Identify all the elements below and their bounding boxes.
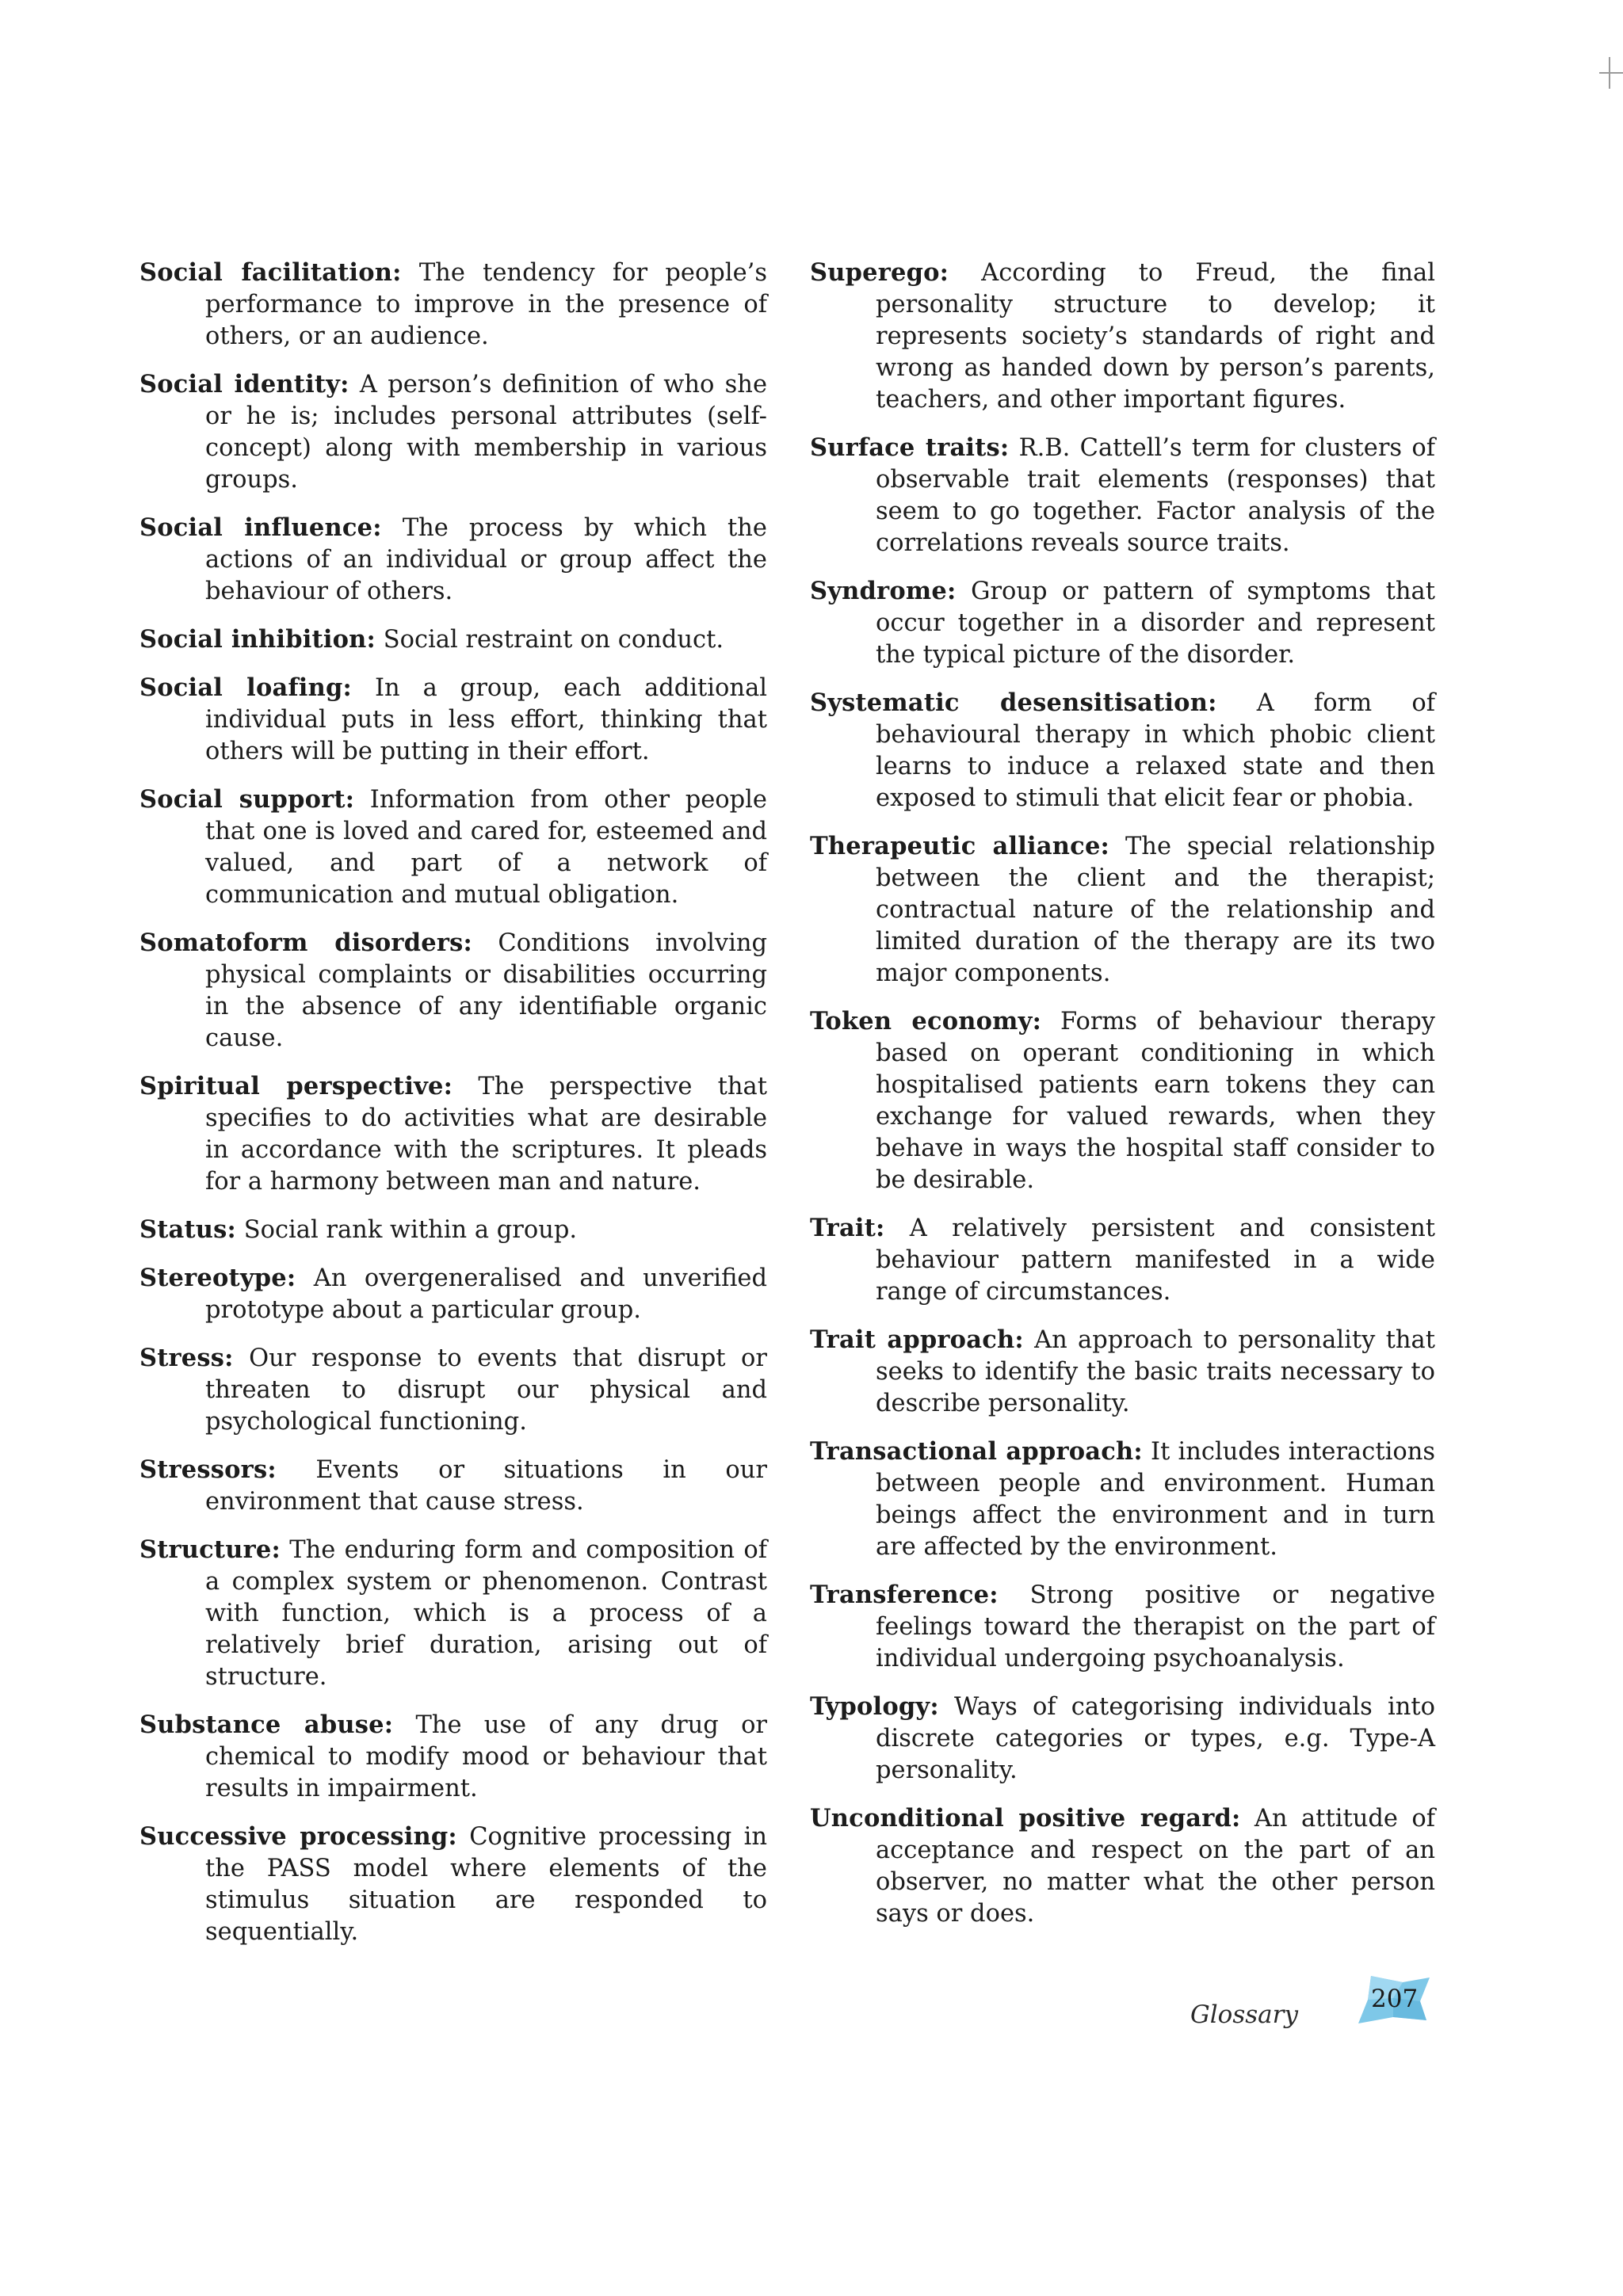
glossary-entry — [139, 624, 767, 656]
glossary-entry — [810, 1802, 1435, 1930]
glossary-term: Structure: — [139, 1535, 281, 1564]
glossary-term: Stereotype: — [139, 1264, 296, 1292]
glossary-definition: An overgeneralised and unverified prototype about a particular group. — [205, 1264, 767, 1324]
glossary-term: Transference: — [810, 1581, 999, 1609]
glossary-entry — [139, 1214, 767, 1246]
glossary-term: Stress: — [139, 1344, 234, 1372]
glossary-definition: A person’s definition of who she or he is; includes personal attributes (self-concept) along with membership in various groups. — [205, 371, 767, 494]
glossary-definition: An approach to personality that seeks to identify the basic traits necessary to describe personality. — [876, 1326, 1435, 1417]
glossary-entry — [810, 1579, 1435, 1675]
glossary-entry — [139, 672, 767, 768]
glossary-definition: Cognitive processing in the PASS model where elements of the stimulus situation are responded to sequentially. — [205, 1823, 767, 1946]
glossary-definition: R.B. Cattell’s term for clusters of observable trait elements (responses) that seem to go together. Factor analysis of the correlations reveals source traits. — [876, 434, 1435, 557]
glossary-definition: A relatively persistent and consistent behaviour pattern manifested in a wide range of circumstances. — [876, 1215, 1435, 1306]
glossary-entry — [810, 575, 1435, 671]
glossary-definition: The enduring form and composition of a complex system or phenomenon. Contrast with function, which is a process of a relatively brief duration, arising out of structure. — [205, 1536, 767, 1691]
glossary-entry — [139, 784, 767, 911]
glossary-definition: The perspective that specifies to do activities what are desirable in accordance with the scriptures. It pleads for a harmony between man and nature. — [205, 1073, 767, 1196]
glossary-definition: Forms of behaviour therapy based on operant conditioning in which hospitalised patients earn tokens they can exchange for valued rewards, when they behave in ways the hospital staff consider to be desirable. — [876, 1008, 1435, 1194]
glossary-definition: Social restraint on conduct. — [383, 626, 724, 654]
glossary-definition: Information from other people that one is loved and cared for, esteemed and valued, and part of a network of communication and mutual obligation. — [205, 786, 767, 909]
glossary-entry — [139, 1070, 767, 1198]
glossary-entry — [139, 1534, 767, 1693]
glossary-term: Social identity: — [139, 370, 349, 399]
glossary-entry — [810, 830, 1435, 990]
glossary-term: Stressors: — [139, 1455, 277, 1484]
glossary-term: Social inhibition: — [139, 625, 376, 654]
glossary-term: Substance abuse: — [139, 1711, 394, 1739]
glossary-definition: The special relationship between the client and the therapist; contractual nature of the relationship and limited duration of the therapy are its two major components. — [876, 833, 1436, 987]
glossary-term: Social influence: — [139, 513, 382, 542]
glossary-entry — [139, 257, 767, 353]
glossary-entry — [139, 1454, 767, 1518]
glossary-term: Social facilitation: — [139, 258, 402, 287]
footer-section-label: Glossary — [1190, 2000, 1298, 2029]
glossary-entry — [810, 687, 1435, 814]
glossary-term: Systematic desensitisation: — [810, 688, 1217, 717]
glossary-term: Superego: — [810, 258, 949, 287]
glossary-term: Spiritual perspective: — [139, 1072, 453, 1100]
glossary-entry — [139, 368, 767, 496]
glossary-entry — [810, 1212, 1435, 1308]
glossary-term: Social loafing: — [139, 673, 352, 702]
glossary-entry — [810, 1005, 1435, 1196]
glossary-definition: Ways of categorising individuals into discrete categories or types, e.g. Type-A personality. — [876, 1693, 1435, 1784]
glossary-definition: Group or pattern of symptoms that occur together in a disorder and represent the typical picture of the disorder. — [876, 578, 1435, 669]
glossary-entry — [810, 1691, 1435, 1787]
glossary-entry — [139, 927, 767, 1055]
glossary-entry — [810, 257, 1435, 416]
glossary-definition: The use of any drug or chemical to modify mood or behaviour that results in impairment. — [205, 1711, 768, 1802]
glossary-left-column — [139, 257, 767, 1964]
glossary-definition: Conditions involving physical complaints or disabilities occurring in the absence of any identifiable organic cause. — [205, 929, 767, 1052]
glossary-definition: A form of behavioural therapy in which phobic client learns to induce a relaxed state and then exposed to stimuli that elicit fear or phobia. — [876, 689, 1435, 812]
glossary-entry — [810, 1436, 1435, 1563]
glossary-definition: An attitude of acceptance and respect on the part of an observer, no matter what the other person says or does. — [876, 1805, 1436, 1928]
glossary-entry — [139, 1342, 767, 1438]
glossary-definition: The process by which the actions of an individual or group affect the behaviour of others. — [205, 514, 767, 605]
glossary-entry — [139, 1821, 767, 1948]
glossary-definition: Social rank within a group. — [243, 1216, 578, 1244]
page-number: 207 — [1371, 1985, 1419, 2013]
glossary-definition: Strong positive or negative feelings toward the therapist on the part of individual undergoing psychoanalysis. — [876, 1581, 1435, 1672]
glossary-term: Token economy: — [810, 1007, 1042, 1035]
glossary-term: Successive processing: — [139, 1822, 457, 1851]
glossary-definition: According to Freud, the final personality structure to develop; it represents society’s standards of right and wrong as handed down by person’s parents, teachers, and other important figures. — [876, 259, 1435, 414]
glossary-term: Transactional approach: — [810, 1437, 1143, 1466]
glossary-term: Therapeutic alliance: — [810, 832, 1110, 860]
glossary-definition: Our response to events that disrupt or threaten to disrupt our physical and psychological functioning. — [205, 1344, 767, 1436]
glossary-definition: The tendency for people’s performance to improve in the presence of others, or an audience. — [205, 259, 767, 350]
glossary-definition: In a group, each additional individual puts in less effort, thinking that others will be putting in their effort. — [205, 674, 768, 765]
glossary-definition: Events or situations in our environment that cause stress. — [205, 1456, 767, 1516]
glossary-term: Status: — [139, 1215, 236, 1244]
glossary-right-column — [810, 257, 1435, 1946]
glossary-term: Syndrome: — [810, 577, 957, 605]
glossary-entry — [810, 1324, 1435, 1420]
glossary-entry — [810, 432, 1435, 559]
crop-mark-vertical — [1609, 57, 1610, 89]
glossary-term: Social support: — [139, 785, 355, 814]
glossary-term: Somatoform disorders: — [139, 929, 472, 957]
glossary-term: Trait: — [810, 1214, 885, 1242]
glossary-term: Surface traits: — [810, 433, 1010, 462]
glossary-term: Typology: — [810, 1692, 939, 1721]
glossary-entry — [139, 512, 767, 608]
glossary-entry — [139, 1709, 767, 1805]
glossary-term: Trait approach: — [810, 1325, 1024, 1354]
glossary-term: Unconditional positive regard: — [810, 1804, 1241, 1833]
crop-mark-horizontal — [1599, 72, 1623, 74]
glossary-definition: It includes interactions between people and environment. Human beings affect the environment and in turn are affected by the environment. — [876, 1438, 1435, 1561]
glossary-entry — [139, 1262, 767, 1326]
